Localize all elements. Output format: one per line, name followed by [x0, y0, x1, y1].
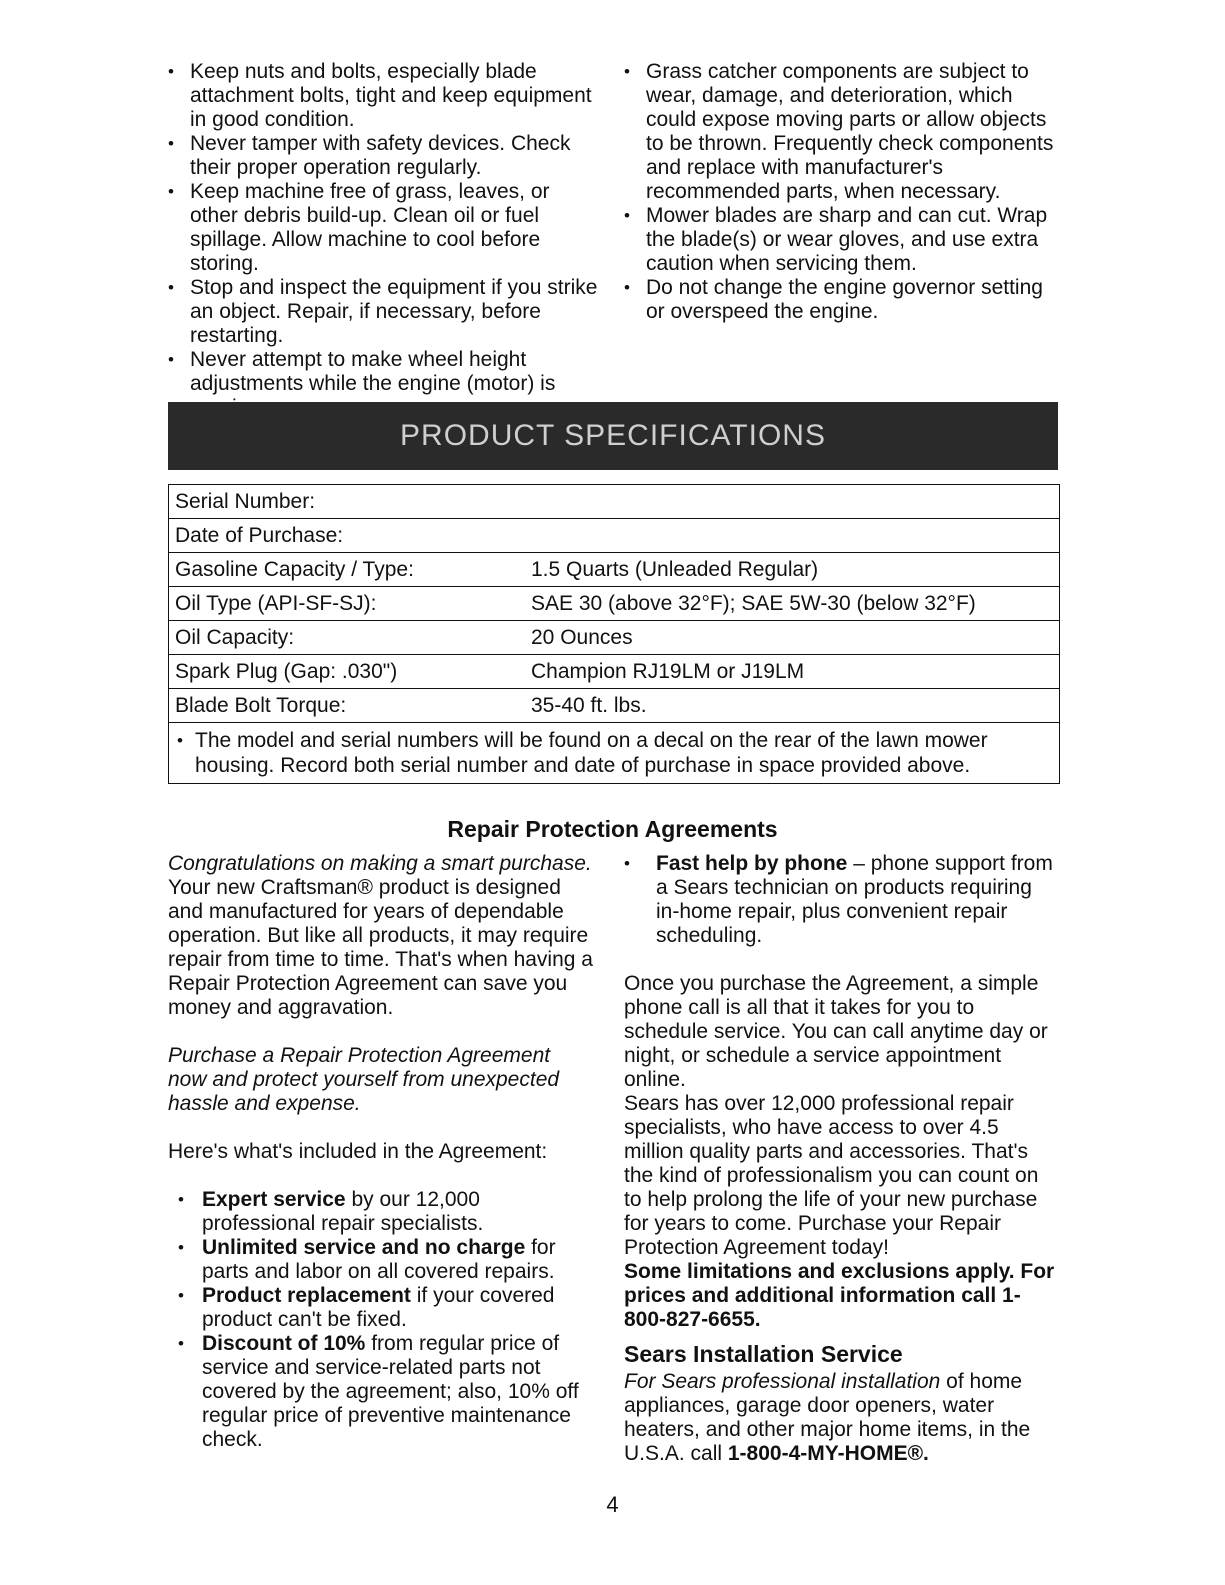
- benefit-text: for parts and labor on all covered repairs.: [202, 1236, 556, 1283]
- product-specifications-banner: [168, 402, 1058, 470]
- spec-value: Champion RJ19LM or J19LM: [531, 659, 805, 683]
- rpa-left-column: [168, 852, 593, 1452]
- safety-item: • Do not change the engine governor setting or overspeed the engine.: [624, 276, 1056, 324]
- safety-item: • Stop and inspect the equipment if you strike an object. Repair, if necessary, before restarting.: [168, 276, 600, 348]
- spec-row: [169, 655, 1059, 689]
- spec-label: Oil Type (API-SF-SJ):: [175, 591, 377, 615]
- spec-row: [169, 553, 1059, 587]
- benefit-item: [178, 1188, 593, 1236]
- benefit-item: [178, 1332, 593, 1452]
- congrats-text: Your new Craftsman® product is designed and manufactured for years of dependable operation. But like all products, it may require repair from time to time. That's when having a Repair Protection Agreement can save you money and aggravation.: [168, 876, 593, 1019]
- benefit-text: if your covered product can't be fixed.: [202, 1284, 555, 1331]
- benefit-text: from regular price of service and service-related parts not covered by the agreement; also, 10% off regular price of preventive maintenance check.: [202, 1332, 579, 1451]
- safety-right-column: [624, 60, 1056, 324]
- benefit-text: by our 12,000 professional repair specialists.: [202, 1188, 484, 1235]
- spec-value: 20 Ounces: [531, 625, 633, 649]
- congrats-paragraph: [168, 852, 593, 1020]
- spec-label: Serial Number:: [175, 489, 316, 513]
- spec-label: Date of Purchase:: [175, 523, 344, 547]
- safety-item: • Keep machine free of grass, leaves, or other debris build-up. Clean oil or fuel spillage. Allow machine to cool before storing.: [168, 180, 600, 276]
- spec-label: Spark Plug (Gap: .030"): [175, 659, 398, 683]
- included-intro: Here's what's included in the Agreement:: [168, 1140, 548, 1163]
- limitations-paragraph: Some limitations and exclusions apply. For prices and additional information call 1-800-827-6655.: [624, 1260, 1055, 1331]
- benefit-title: Expert service: [202, 1188, 346, 1211]
- safety-left-column: [168, 60, 600, 420]
- safety-item: • Never tamper with safety devices. Check their proper operation regularly.: [168, 132, 600, 180]
- spec-row: [169, 587, 1059, 621]
- spec-row: [169, 519, 1059, 553]
- install-italic: For Sears professional installation: [624, 1370, 941, 1393]
- congrats-italic: Congratulations on making a smart purchase.: [168, 852, 592, 875]
- spec-row: [169, 485, 1059, 519]
- once-paragraph: Once you purchase the Agreement, a simple phone call is all that it takes for you to schedule service. You can call anytime day or night, or schedule a service appointment online.: [624, 972, 1048, 1091]
- benefit-title: Discount of 10%: [202, 1332, 366, 1355]
- benefit-item: [624, 852, 1056, 948]
- safety-item: • Mower blades are sharp and can cut. Wrap the blade(s) or wear gloves, and use extra caution when servicing them.: [624, 204, 1056, 276]
- install-heading: Sears Installation Service: [624, 1341, 903, 1367]
- sears-paragraph: Sears has over 12,000 professional repair specialists, who have access to over 4.5 million quality parts and accessories. That's the kind of professionalism you can count on to help prolong the life of your new purchase for years to come. Purchase your Repair Protection Agreement today!: [624, 1092, 1039, 1259]
- benefit-item: [178, 1236, 593, 1284]
- benefit-text: – phone support from a Sears technician on products requiring in-home repair, plus convenient repair scheduling.: [656, 852, 1053, 947]
- safety-item: • Keep nuts and bolts, especially blade attachment bolts, tight and keep equipment in good condition.: [168, 60, 600, 132]
- specifications-table: [168, 484, 1060, 784]
- install-paragraph: [624, 1370, 1056, 1466]
- safety-item: • Never attempt to make wheel height adjustments while the engine (motor) is: [168, 348, 600, 420]
- install-phone: 1-800-4-MY-HOME®.: [727, 1442, 929, 1465]
- spec-row: [169, 621, 1059, 655]
- spec-label: Blade Bolt Torque:: [175, 693, 347, 717]
- spec-row: [169, 689, 1059, 723]
- spec-note: • The model and serial numbers will be found on a decal on the rear of the lawn mower housing. Record both serial number and date of purchase in space provided above.: [169, 723, 1059, 783]
- install-text: of home appliances, garage door openers, water heaters, and other major home items, in the U.S.A. call: [624, 1370, 1031, 1465]
- spec-label: Oil Capacity:: [175, 625, 295, 649]
- benefit-title: Fast help by phone: [656, 852, 848, 875]
- banner-title: PRODUCT SPECIFICATIONS: [400, 419, 826, 452]
- rpa-right-column: [624, 852, 1056, 1466]
- purchase-paragraph: Purchase a Repair Protection Agreement now and protect yourself from unexpected hassle and expense.: [168, 1044, 560, 1115]
- benefit-title: Unlimited service and no charge: [202, 1236, 526, 1259]
- benefit-title: Product replacement: [202, 1284, 411, 1307]
- spec-label: Gasoline Capacity / Type:: [175, 557, 414, 581]
- spec-value: 1.5 Quarts (Unleaded Regular): [531, 557, 819, 581]
- safety-item: • Grass catcher components are subject to wear, damage, and deterioration, which could expose moving parts or allow objects to be thrown. Frequently check components and replace with manufacturer's recommended parts, when necessary.: [624, 60, 1056, 204]
- spec-value: 35-40 ft. lbs.: [531, 693, 647, 717]
- benefit-item: [178, 1284, 593, 1332]
- spec-value: SAE 30 (above 32°F); SAE 5W-30 (below 32°F): [531, 591, 976, 615]
- rpa-heading: Repair Protection Agreements: [447, 816, 778, 842]
- page-number: 4: [606, 1492, 619, 1517]
